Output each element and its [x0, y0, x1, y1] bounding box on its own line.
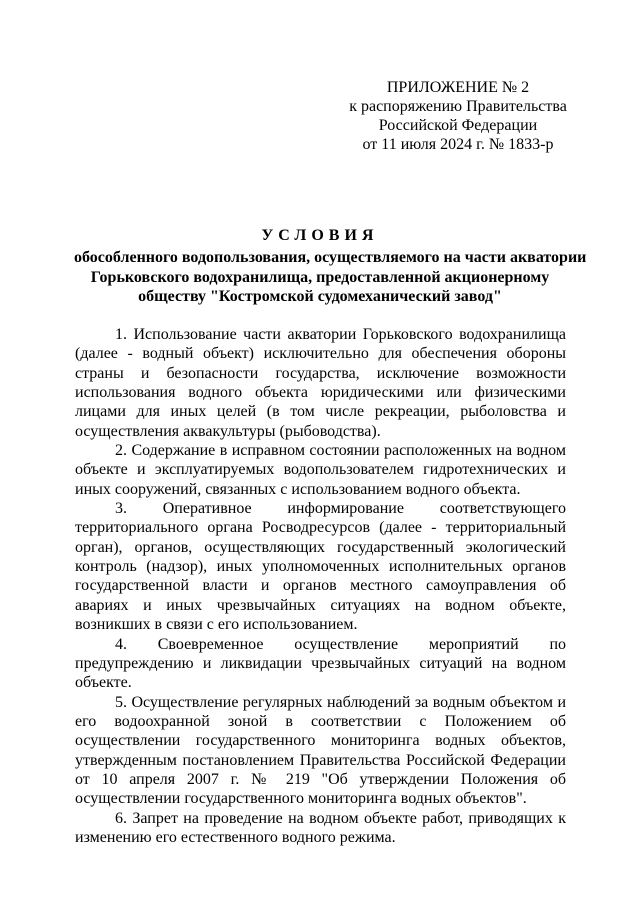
appendix-date: от 11 июля 2024 г. № 1833-р — [362, 136, 554, 153]
document-title: УСЛОВИЯ — [261, 227, 379, 244]
appendix-number: ПРИЛОЖЕНИЕ № 2 — [386, 79, 530, 96]
appendix-authority: Российской Федерации — [378, 117, 538, 134]
appendix-block — [330, 78, 586, 154]
subtitle-line: обществу "Костромской судомеханический завод" — [138, 288, 502, 305]
appendix-reference: к распоряжению Правительства — [349, 98, 567, 115]
paragraph-2: 2. Содержание в исправном состоянии расположенных на водном объекте и эксплуатируемых водопользователем гидротехнических и иных сооружений, связанных с использованием водного объекта. — [75, 442, 566, 498]
paragraph-5: 5. Осуществление регулярных наблюдений за водным объектом и его водоохранной зоной в соответствии с Положением об осуществлении государственного мониторинга водных объектов, утвержденным постановлением Правительства Российской Федерации от 10 апреля 2007 г. № 219 "Об утверждении Положения об осуществлении государственного мониторинга водных объектов". — [75, 693, 566, 808]
subtitle-line: обособленного водопользования, осуществляемого на части акватории — [74, 249, 587, 266]
subtitle-line: Горьковского водохранилища, предоставленной акционерному — [90, 268, 550, 286]
paragraph-1: 1. Использование части акватории Горьковского водохранилища (далее - водный объект) исключительно для обеспечения обороны страны и безопасности государства, исключение возможности использования водного объекта юридическими или физическими лицами для иных целей (в том числе рекреации, рыболовства и осуществления аквакультуры (рыбоводства). — [75, 326, 566, 440]
paragraph-6: 6. Запрет на проведение на водном объекте работ, приводящих к изменению его естественного водного режима. — [75, 809, 566, 846]
paragraph-3: 3. Оперативное информирование соответствующего территориального органа Росводресурсов (далее - территориальный орган), органов, осуществляющих государственный экологический контроль (надзор), иных уполномоченных исполнительных органов государственной власти и органов местного самоуправления об авариях и иных чрезвычайных ситуациях на водном объекте, возникших в связи с его использованием. — [75, 500, 566, 634]
document-subtitle — [74, 248, 587, 307]
document-body — [75, 325, 566, 847]
paragraph-4: 4. Своевременное осуществление мероприятий по предупреждению и ликвидации чрезвычайных ситуаций на водном объекте. — [75, 635, 566, 692]
